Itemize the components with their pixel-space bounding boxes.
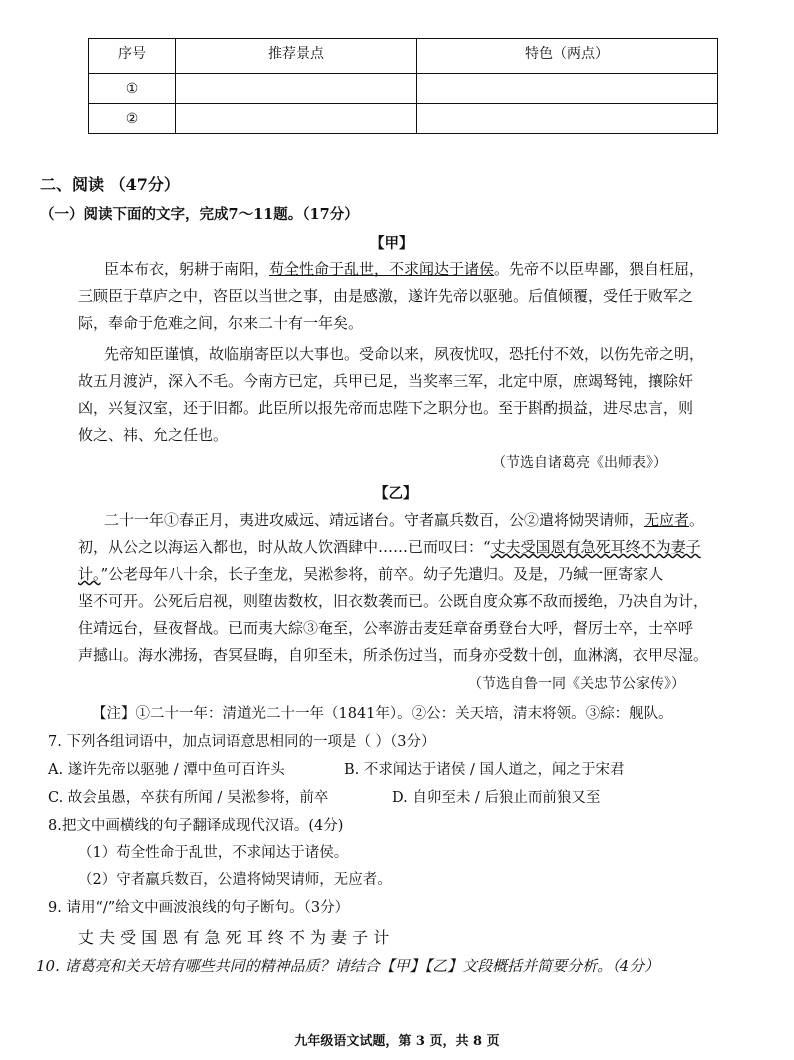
passage-jia-line: 凶，兴复汉室，还于旧都。此臣所以报先帝而忠陛下之职分也。至于斟酌损益，进尽忠言，则	[78, 399, 694, 417]
passage-yi-line	[104, 509, 704, 530]
row-index: ①	[89, 74, 176, 104]
question-7-option-c[interactable]: C. 故会虽愚，卒获有所闻 / 吴淞参将，前卒	[48, 790, 329, 806]
passage-yi-label: 【乙】	[374, 485, 418, 502]
header-spot: 推荐景点	[176, 39, 417, 74]
text: 。	[689, 511, 705, 529]
page-footer: 九年级语文试题，第 3 页，共 8 页	[294, 1034, 500, 1049]
question-7-option-a[interactable]: A. 遂许先帝以驱驰 / 潭中鱼可百许头	[48, 762, 285, 778]
underlined-sentence: 无应者	[644, 511, 690, 529]
header-feature: 特色（两点）	[417, 39, 718, 74]
answer-cell[interactable]	[417, 74, 718, 104]
passage-jia-line	[104, 258, 704, 279]
answer-cell[interactable]	[176, 104, 417, 134]
text: 初，从公之以海运入都也，时从故人饮酒肆中……已而叹曰：“	[78, 538, 491, 556]
question-7-option-d[interactable]: D. 自卯至未 / 后狼止而前狼又至	[392, 790, 601, 806]
question-9-sentence: 丈 夫 受 国 恩 有 急 死 耳 终 不 为 妻 子 计	[78, 928, 390, 947]
passage-jia-line: 先帝知臣谨慎，故临崩寄臣以大事也。受命以来，夙夜忧叹，恐托付不效，以伤先帝之明，	[104, 345, 705, 363]
text: 二十一年①春正月，夷进攻威远、靖远诸台。守者羸兵数百，公②遣将恸哭请师，	[104, 511, 645, 529]
annotation-note: 【注】①二十一年：清道光二十一年（1841年）。②公：关天培，清末将领。③綜：舰队。	[92, 706, 673, 722]
text: 。先帝不以臣卑鄙，猥自枉屈，	[494, 260, 705, 278]
passage-yi-line: 声撼山。海水沸扬，杳冥昼晦，自卯至未，所杀伤过当，而身亦受数十创，血淋漓，衣甲尽湿。	[78, 646, 709, 664]
answer-cell[interactable]	[176, 74, 417, 104]
table-row	[89, 74, 718, 104]
question-10-stem: 10. 诸葛亮和关天培有哪些共同的精神品质？请结合【甲】【乙】文段概括并简要分析。（4分）	[36, 957, 660, 975]
passage-jia-label: 【甲】	[370, 235, 414, 252]
header-index: 序号	[89, 39, 176, 74]
text: ”公老母年八十余，长子奎龙，吴淞参将，前卒。幼子先遣归。及是，乃缄一匣寄家人	[100, 565, 664, 583]
passage-jia-line: 际，奉命于危难之间，尔来二十有一年矣。	[78, 314, 364, 332]
question-8-sentence-2: （2）守者羸兵数百，公遣将恸哭请师，无应者。	[78, 872, 392, 888]
passage-jia-line: 故五月渡泸，深入不毛。今南方已定，兵甲已足，当奖率三军，北定中原，庶竭驽钝，攘除奸	[78, 372, 694, 390]
recommendation-table	[88, 38, 718, 134]
passage-jia-line: 三顾臣于草庐之中，咨臣以当世之事，由是感激，遂许先帝以驱驰。后值倾覆，受任于败军之	[78, 287, 694, 305]
answer-cell[interactable]	[417, 104, 718, 134]
passage-yi-line: 住靖远台，昼夜督战。已而夷大綜③奄至，公率游击麦廷章奋勇登台大呼，督厉士卒，士卒呼	[78, 619, 694, 637]
text: 臣本布衣，躬耕于南阳，	[104, 260, 270, 278]
passage-yi-line: 坚不可开。公死后启视，则堕齿数枚，旧衣数袭而已。公既自度众寡不敌而援绝，乃决自为计，	[78, 592, 709, 610]
wavy-sentence: 丈夫受国恩有急死耳终不为妻子	[490, 538, 701, 556]
passage-yi-line	[78, 563, 663, 584]
question-7-option-b[interactable]: B. 不求闻达于诸侯 / 国人道之，闻之于宋君	[344, 762, 625, 778]
underlined-sentence: 苟全性命于乱世，不求闻达于诸侯	[269, 260, 495, 278]
question-7-stem: 7. 下列各组词语中，加点词语意思相同的一项是（ ）（3分）	[48, 734, 436, 750]
question-9-stem: 9. 请用“/”给文中画波浪线的句子断句。（3分）	[48, 900, 350, 916]
sub-title: （一）阅读下面的文字，完成7～11题。（17分）	[40, 206, 359, 223]
table-header-row	[89, 39, 718, 74]
question-8-sentence-1: （1）苟全性命于乱世，不求闻达于诸侯。	[78, 845, 349, 861]
question-8-stem: 8.把文中画横线的句子翻译成现代汉语。(4分)	[48, 818, 344, 834]
table-row	[89, 104, 718, 134]
row-index: ②	[89, 104, 176, 134]
section-title: 二、阅读 （47分）	[40, 175, 180, 194]
wavy-sentence: 计。	[78, 565, 101, 583]
passage-yi-source: （节选自鲁一同《关忠节公家传》）	[468, 676, 685, 692]
passage-jia-source: （节选自诸葛亮《出师表》）	[492, 455, 667, 471]
passage-jia-line: 攸之、祎、允之任也。	[78, 426, 229, 444]
passage-yi-line	[78, 536, 701, 557]
